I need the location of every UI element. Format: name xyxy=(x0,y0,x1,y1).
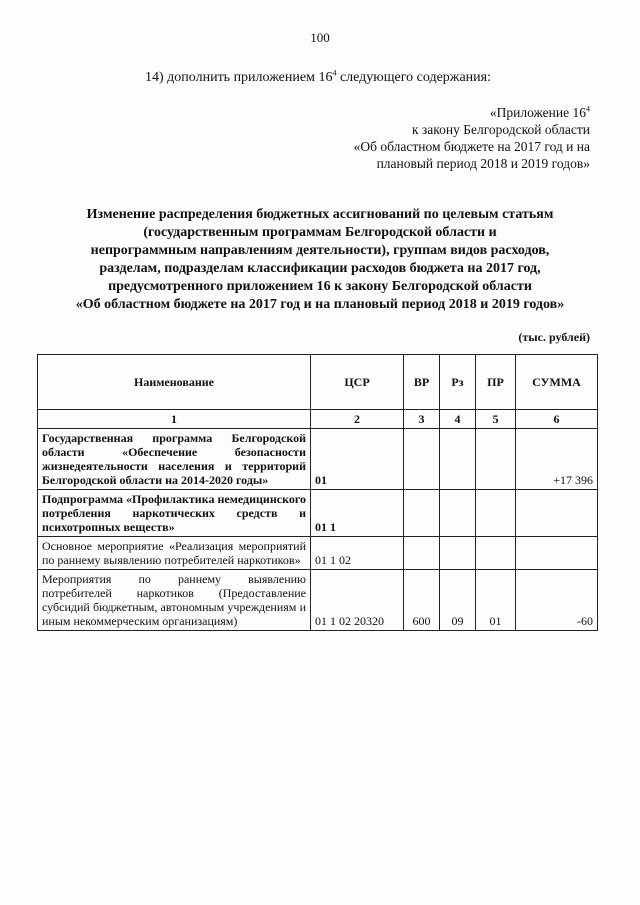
col-number: 1 xyxy=(38,410,311,429)
title-line: разделам, подразделам классификации расходов бюджета на 2017 год, xyxy=(99,261,541,276)
row-pr: 01 xyxy=(476,570,516,631)
table-row xyxy=(38,537,598,570)
row-rz xyxy=(440,490,476,537)
intro-superscript: 4 xyxy=(332,68,337,78)
row-rz: 09 xyxy=(440,570,476,631)
page-number: 100 xyxy=(310,30,330,45)
header-sum: СУММА xyxy=(516,355,598,410)
col-number: 2 xyxy=(311,410,404,429)
row-sum xyxy=(516,490,598,537)
row-name: Мероприятия по раннему выявлению потребителей наркотиков (Предоставление субсидий бюджетным, автономным учреждениям и иным некоммерческим организациям) xyxy=(38,570,311,631)
appendix-line-1 xyxy=(354,104,590,121)
appendix-line-4: плановый период 2018 и 2019 годов» xyxy=(376,156,590,171)
header-rz: Рз xyxy=(440,355,476,410)
title-line: (государственным программам Белгородской области и xyxy=(143,225,497,240)
row-name: Основное мероприятие «Реализация мероприятий по раннему выявлению потребителей наркотиков» xyxy=(38,537,311,570)
title-line: непрограммным направлениям деятельности), группам видов расходов, xyxy=(90,243,550,258)
intro-text: 14) дополнить приложением 16 xyxy=(145,70,333,85)
row-vr xyxy=(404,490,440,537)
title-line: предусмотренного приложением 16 к закону Белгородской области xyxy=(108,279,532,294)
column-number-row xyxy=(38,410,598,429)
col-number: 5 xyxy=(476,410,516,429)
header-vr: ВР xyxy=(404,355,440,410)
appendix-reference xyxy=(354,104,590,172)
header-pr: ПР xyxy=(476,355,516,410)
row-pr xyxy=(476,490,516,537)
title-line: Изменение распределения бюджетных ассигнований по целевым статьям xyxy=(86,207,554,222)
header-name: Наименование xyxy=(38,355,311,410)
col-number: 6 xyxy=(516,410,598,429)
row-rz xyxy=(440,429,476,490)
header-csr: ЦСР xyxy=(311,355,404,410)
col-number: 4 xyxy=(440,410,476,429)
units-label: (тыс. рублей) xyxy=(518,330,590,344)
budget-table xyxy=(37,354,598,631)
intro-tail: следующего содержания: xyxy=(336,70,491,85)
row-vr: 600 xyxy=(404,570,440,631)
row-csr: 01 1 02 20320 xyxy=(311,570,404,631)
row-vr xyxy=(404,537,440,570)
row-csr: 01 xyxy=(311,429,404,490)
document-title xyxy=(40,206,600,314)
table-row xyxy=(38,570,598,631)
row-sum: +17 396 xyxy=(516,429,598,490)
appendix-line-2: к закону Белгородской области xyxy=(412,122,590,137)
table-header-row xyxy=(38,355,598,410)
table-row xyxy=(38,490,598,537)
appendix-superscript: 4 xyxy=(586,104,590,114)
row-sum xyxy=(516,537,598,570)
row-csr: 01 1 xyxy=(311,490,404,537)
row-vr xyxy=(404,429,440,490)
row-name: Государственная программа Белгородской области «Обеспечение безопасности жизнедеятельности населения и территорий Белгородской области на 2014-2020 годы» xyxy=(38,429,311,490)
row-name: Подпрограмма «Профилактика немедицинского потребления наркотических средств и психотропных веществ» xyxy=(38,490,311,537)
row-csr: 01 1 02 xyxy=(311,537,404,570)
intro-line xyxy=(145,70,491,86)
row-sum: -60 xyxy=(516,570,598,631)
row-pr xyxy=(476,429,516,490)
appendix-line-3: «Об областном бюджете на 2017 год и на xyxy=(353,139,590,154)
row-rz xyxy=(440,537,476,570)
col-number: 3 xyxy=(404,410,440,429)
table-row xyxy=(38,429,598,490)
appendix-label: «Приложение 16 xyxy=(489,105,586,120)
title-line: «Об областном бюджете на 2017 год и на плановый период 2018 и 2019 годов» xyxy=(75,297,565,312)
row-pr xyxy=(476,537,516,570)
